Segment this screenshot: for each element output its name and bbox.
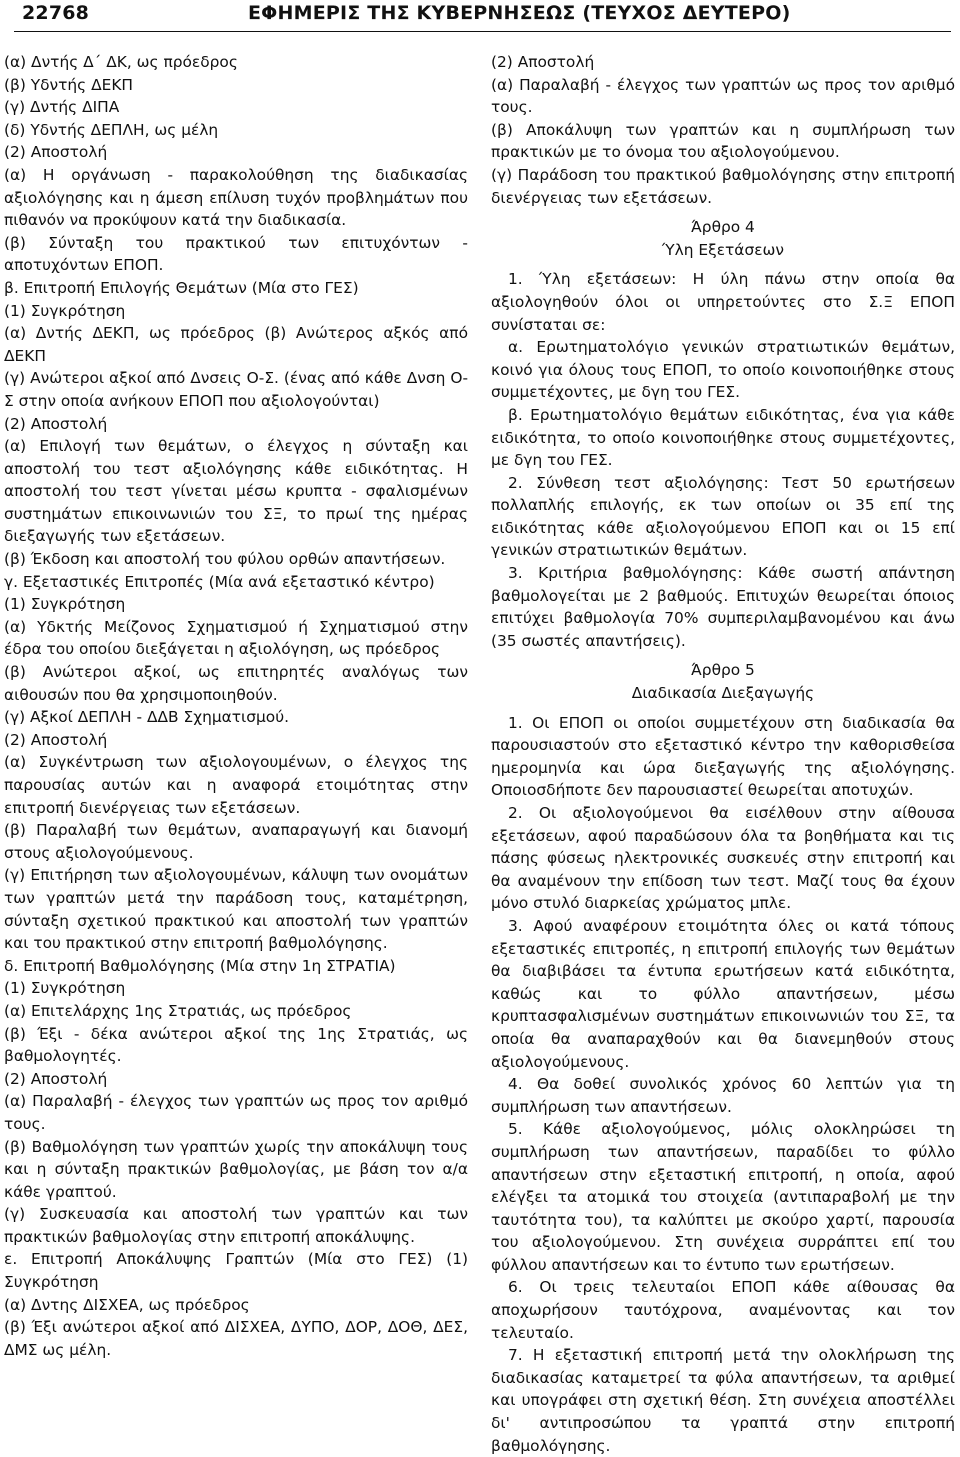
paragraph: (α) Υδκτής Μείζονος Σχηματισμού ή Σχηματισμού στην έδρα του οποίου διεξάγεται η αξιολόγηση, ως πρόεδρος bbox=[4, 617, 468, 659]
paragraph: 5. Κάθε αξιολογούμενος, μόλις ολοκληρώσει τη συμπλήρωση των απαντήσεων, παραδίδει το φύλλο απαντήσεων στην εξεταστική επιτροπή, η οποία, αφού ελέγξει τα ατομικά του στοιχεία (αντιπαραβολή με την ταυτότητα του), τα καλύπτει με σκούρο χαρτί, παρουσία του αξιολογούμενου. Στη συνέχεια συρράπτει επί του φύλλου απαντήσεων και το έντυπο των ερωτήσεων. bbox=[491, 1120, 955, 1274]
paragraph: (α) Η οργάνωση - παρακολούθηση της διαδικασίας αξιολόγησης και η άμεση επίλυση τυχόν προβλημάτων που πιθανόν να προκύψουν κατά την διαδικασία. bbox=[4, 165, 468, 230]
paragraph: (γ) Συσκευασία και αποστολή των γραπτών και των πρακτικών βαθμολογίας στην επιτροπή αποκάλυψης. bbox=[4, 1205, 468, 1246]
paragraph: (α) Συγκέντρωση των αξιολογουμένων, ο έλεγχος της παρουσίας αυτών και η αναφορά ετοιμότητας στην επιτροπή διενέργειας των εξετάσεων. bbox=[4, 753, 468, 817]
article-heading: Άρθρο 4 bbox=[691, 218, 755, 237]
paragraph: (α) Δντης ΔΙΣΧΕΑ, ως πρόεδρος bbox=[4, 1295, 250, 1314]
paragraph: (2) Αποστολή bbox=[4, 143, 108, 162]
paragraph: (1) Συγκρότηση bbox=[4, 979, 126, 998]
paragraph: (2) Αποστολή bbox=[4, 1069, 108, 1088]
article-subheading: Ύλη Εξετάσεων bbox=[661, 240, 785, 259]
paragraph: 3. Κριτήρια βαθμολόγησης: Κάθε σωστή απάντηση βαθμολογείται με 2 βαθμούς. Επιτυχών θεωρείται όποιος επιτύχει βαθμολογία 70% συμπεριλαμβανομένου και άνω (35 σωστές απαντήσεις). bbox=[491, 564, 955, 650]
paragraph: (γ) Επιτήρηση των αξιολογουμένων, κάλυψη των ονομάτων των γραπτών μετά την παράδοση τους, καταμέτρηση, σύνταξη σχετικού πρακτικού και αποστολή των γραπτών και του πρακτικού στην επιτροπή βαθμολόγησης. bbox=[4, 866, 468, 953]
paragraph: 1. Ύλη εξετάσεων: Η ύλη πάνω στην οποία θα αξιολογηθούν όλοι οι υπηρετούντες στο Σ.Ξ ΕΠΟΠ συνίσταται σε: bbox=[491, 270, 955, 334]
paragraph: (2) Αποστολή bbox=[4, 414, 108, 433]
paragraph: (β) Έξι ανώτεροι αξκοί από ΔΙΣΧΕΑ, ΔΥΠΟ, ΔΟΡ, ΔΟΘ, ΔΕΣ, ΔΜΣ ως μέλη. bbox=[4, 1318, 468, 1359]
paragraph: (α) Παραλαβή - έλεγχος των γραπτών ως προς τον αριθμό τους. bbox=[491, 75, 955, 117]
paragraph: β. Επιτροπή Επιλογής Θεμάτων (Μία στο ΓΕΣ) bbox=[4, 278, 359, 297]
header-divider bbox=[14, 31, 951, 32]
journal-title: ΕΦΗΜΕΡΙΣ ΤΗΣ ΚΥΒΕΡΝΗΣΕΩΣ (ΤΕΥΧΟΣ ΔΕΥΤΕΡΟ) bbox=[248, 2, 791, 24]
paragraph: (β) Ανώτεροι αξκοί, ως επιτηρητές αναλόγως των αιθουσών που θα χρησιμοποιηθούν. bbox=[4, 663, 468, 704]
article-heading: Άρθρο 5 bbox=[691, 661, 755, 680]
paragraph: (γ) Αξκοί ΔΕΠΛΗ - ΔΔΒ Σχηματισμού. bbox=[4, 708, 290, 727]
paragraph: (α) Δντής Δ΄ ΔΚ, ως πρόεδρος bbox=[4, 53, 238, 71]
paragraph: (β) Σύνταξη του πρακτικού των επιτυχόντων - αποτυχόντων ΕΠΟΠ. bbox=[4, 233, 468, 275]
paragraph: (1) Συγκρότηση bbox=[4, 301, 126, 320]
paragraph: (β) Βαθμολόγηση των γραπτών χωρίς την αποκάλυψη τους και η σύνταξη πρακτικών βαθμολογίας, με βάση τον α/α κάθε γραπτού. bbox=[4, 1137, 468, 1201]
paragraph: (α) Επιλογή των θεμάτων, ο έλεγχος η σύνταξη και αποστολή του τεστ αξιολόγησης κάθε ειδικότητας. Η αποστολή του τεστ γίνεται μέσω κρυπτα - σφαλισμένων συστημάτων επικοινωνιών του ΣΞ, το πρωί της ημέρας διεξαγωγής των εξετάσεων. bbox=[4, 437, 468, 546]
paragraph: (γ) Παράδοση του πρακτικού βαθμολόγησης στην επιτροπή διενέργειας των εξετάσεων. bbox=[491, 165, 955, 207]
paragraph: (1) Συγκρότηση bbox=[4, 595, 126, 614]
paragraph: β. Ερωτηματολόγιο θεμάτων ειδικότητας, ένα για κάθε ειδικότητα, το οποίο κοινοποιήθηκε στους συμμετέχοντες, με δγη του ΓΕΣ. bbox=[491, 405, 955, 470]
paragraph: (2) Αποστολή bbox=[491, 53, 595, 71]
paragraph: (2) Αποστολή bbox=[4, 730, 108, 749]
paragraph: (α) Δντής ΔΕΚΠ, ως πρόεδρος (β) Ανώτερος αξκός από ΔΕΚΠ bbox=[4, 324, 468, 365]
paragraph: (β) Έξι - δέκα ανώτεροι αξκοί της 1ης Στρατιάς, ως βαθμολογητές. bbox=[4, 1024, 468, 1066]
paragraph: (β) Υδντής ΔΕΚΠ bbox=[4, 75, 134, 94]
page-number: 22768 bbox=[22, 2, 90, 24]
page-header bbox=[0, 0, 960, 30]
paragraph: (β) Έκδοση και αποστολή του φύλου ορθών απαντήσεων. bbox=[4, 550, 446, 569]
paragraph: 4. Θα δοθεί συνολικός χρόνος 60 λεπτών για τη συμπλήρωση των απαντήσεων. bbox=[491, 1075, 955, 1116]
paragraph: α. Ερωτηματολόγιο γενικών στρατιωτικών θεμάτων, κοινό για όλους τους ΕΠΟΠ, το οποίο κοινοποιήθηκε στους συμμετέχοντες, με δγη του ΓΕΣ. bbox=[491, 338, 955, 402]
paragraph: (β) Παραλαβή των θεμάτων, αναπαραγωγή και διανομή στους αξιολογούμενους. bbox=[4, 821, 468, 862]
paragraph: δ. Επιτροπή Βαθμολόγησης (Μία στην 1η ΣΤΡΑΤΙΑ) bbox=[4, 956, 396, 975]
paragraph: (β) Αποκάλυψη των γραπτών και η συμπλήρωση των πρακτικών με το όνομα του αξιολογούμενου. bbox=[491, 120, 955, 162]
paragraph: (α) Παραλαβή - έλεγχος των γραπτών ως προς τον αριθμό τους. bbox=[4, 1092, 468, 1133]
paragraph: γ. Εξεταστικές Επιτροπές (Μία ανά εξεταστικό κέντρο) bbox=[4, 572, 435, 591]
paragraph: (γ) Δντής ΔΙΠΑ bbox=[4, 98, 120, 117]
paragraph: 2. Σύνθεση τεστ αξιολόγησης: Τεστ 50 ερωτήσεων πολλαπλής επιλογής, εκ των οποίων οι 35 επί της ειδικότητας κάθε αξιολογούμενου ΕΠΟΠ και οι 15 επί γενικών στρατιωτικών θεμάτων. bbox=[491, 473, 955, 560]
paragraph: (α) Επιτελάρχης 1ης Στρατιάς, ως πρόεδρος bbox=[4, 1001, 352, 1020]
paragraph: (δ) Υδντής ΔΕΠΛΗ, ως μέλη bbox=[4, 120, 219, 139]
left-column bbox=[4, 51, 468, 1361]
paragraph: 6. Οι τρεις τελευταίοι ΕΠΟΠ κάθε αίθουσας θα αποχωρήσουν ταυτόχρονα, αναμένοντας και τον τελευταίο. bbox=[491, 1278, 955, 1342]
paragraph: 7. Η εξεταστική επιτροπή μετά την ολοκλήρωση της διαδικασίας καταμετρεί τα φύλα απαντήσεων, τα αριθμεί και υπογράφει στη σχετική θέση. Στη συνέχεια αποστέλλει δι' αντιπροσώπου τα γραπτά στην επιτροπή βαθμολόγησης. bbox=[491, 1346, 955, 1455]
paragraph: 3. Αφού αναφέρουν ετοιμότητα όλες οι κατά τόπους εξεταστικές επιτροπές, η επιτροπή επιλογής των θεμάτων θα διαβιβάσει τα έντυπα ερωτήσεων κατά ειδικότητα, καθώς και το φύλλο απαντήσεων, μέσω κρυπτασφαλισμένων συστημάτων επικοινωνιών του ΣΞ, τα οποία θα αναπαραχθούν και θα διανεμηθούν στους αξιολογούμενους. bbox=[491, 916, 955, 1071]
paragraph: (γ) Ανώτεροι αξκοί από Δνσεις Ο-Σ. (ένας από κάθε Δνση Ο-Σ στην οποία ανήκουν ΕΠΟΠ που αξιολογούνται) bbox=[4, 369, 468, 410]
article-subheading: Διαδικασία Διεξαγωγής bbox=[631, 684, 815, 703]
paragraph: 1. Οι ΕΠΟΠ οι οποίοι συμμετέχουν στη διαδικασία θα παρουσιαστούν στο εξεταστικό κέντρο την καθορισθείσα ημερομηνία και ώρα διεξαγωγής της αξιολόγησης. Οποιοσδήποτε δεν παρουσιαστεί θεωρείται αποτυχών. bbox=[491, 713, 955, 800]
paragraph: ε. Επιτροπή Αποκάλυψης Γραπτών (Μία στο ΓΕΣ) (1) Συγκρότηση bbox=[4, 1250, 468, 1292]
right-column bbox=[491, 51, 955, 1457]
paragraph: 2. Οι αξιολογούμενοι θα εισέλθουν στην αίθουσα εξετάσεων, αφού παραδώσουν όλα τα βοηθήματα και τις πάσης φύσεως ηλεκτρονικές συσκευές στην επιτροπή και θα αναμένουν την επίδοση των τεστ. Μαζί τους θα έχουν μόνο στυλό διαρκείας χρώματος μπλε. bbox=[491, 804, 955, 913]
